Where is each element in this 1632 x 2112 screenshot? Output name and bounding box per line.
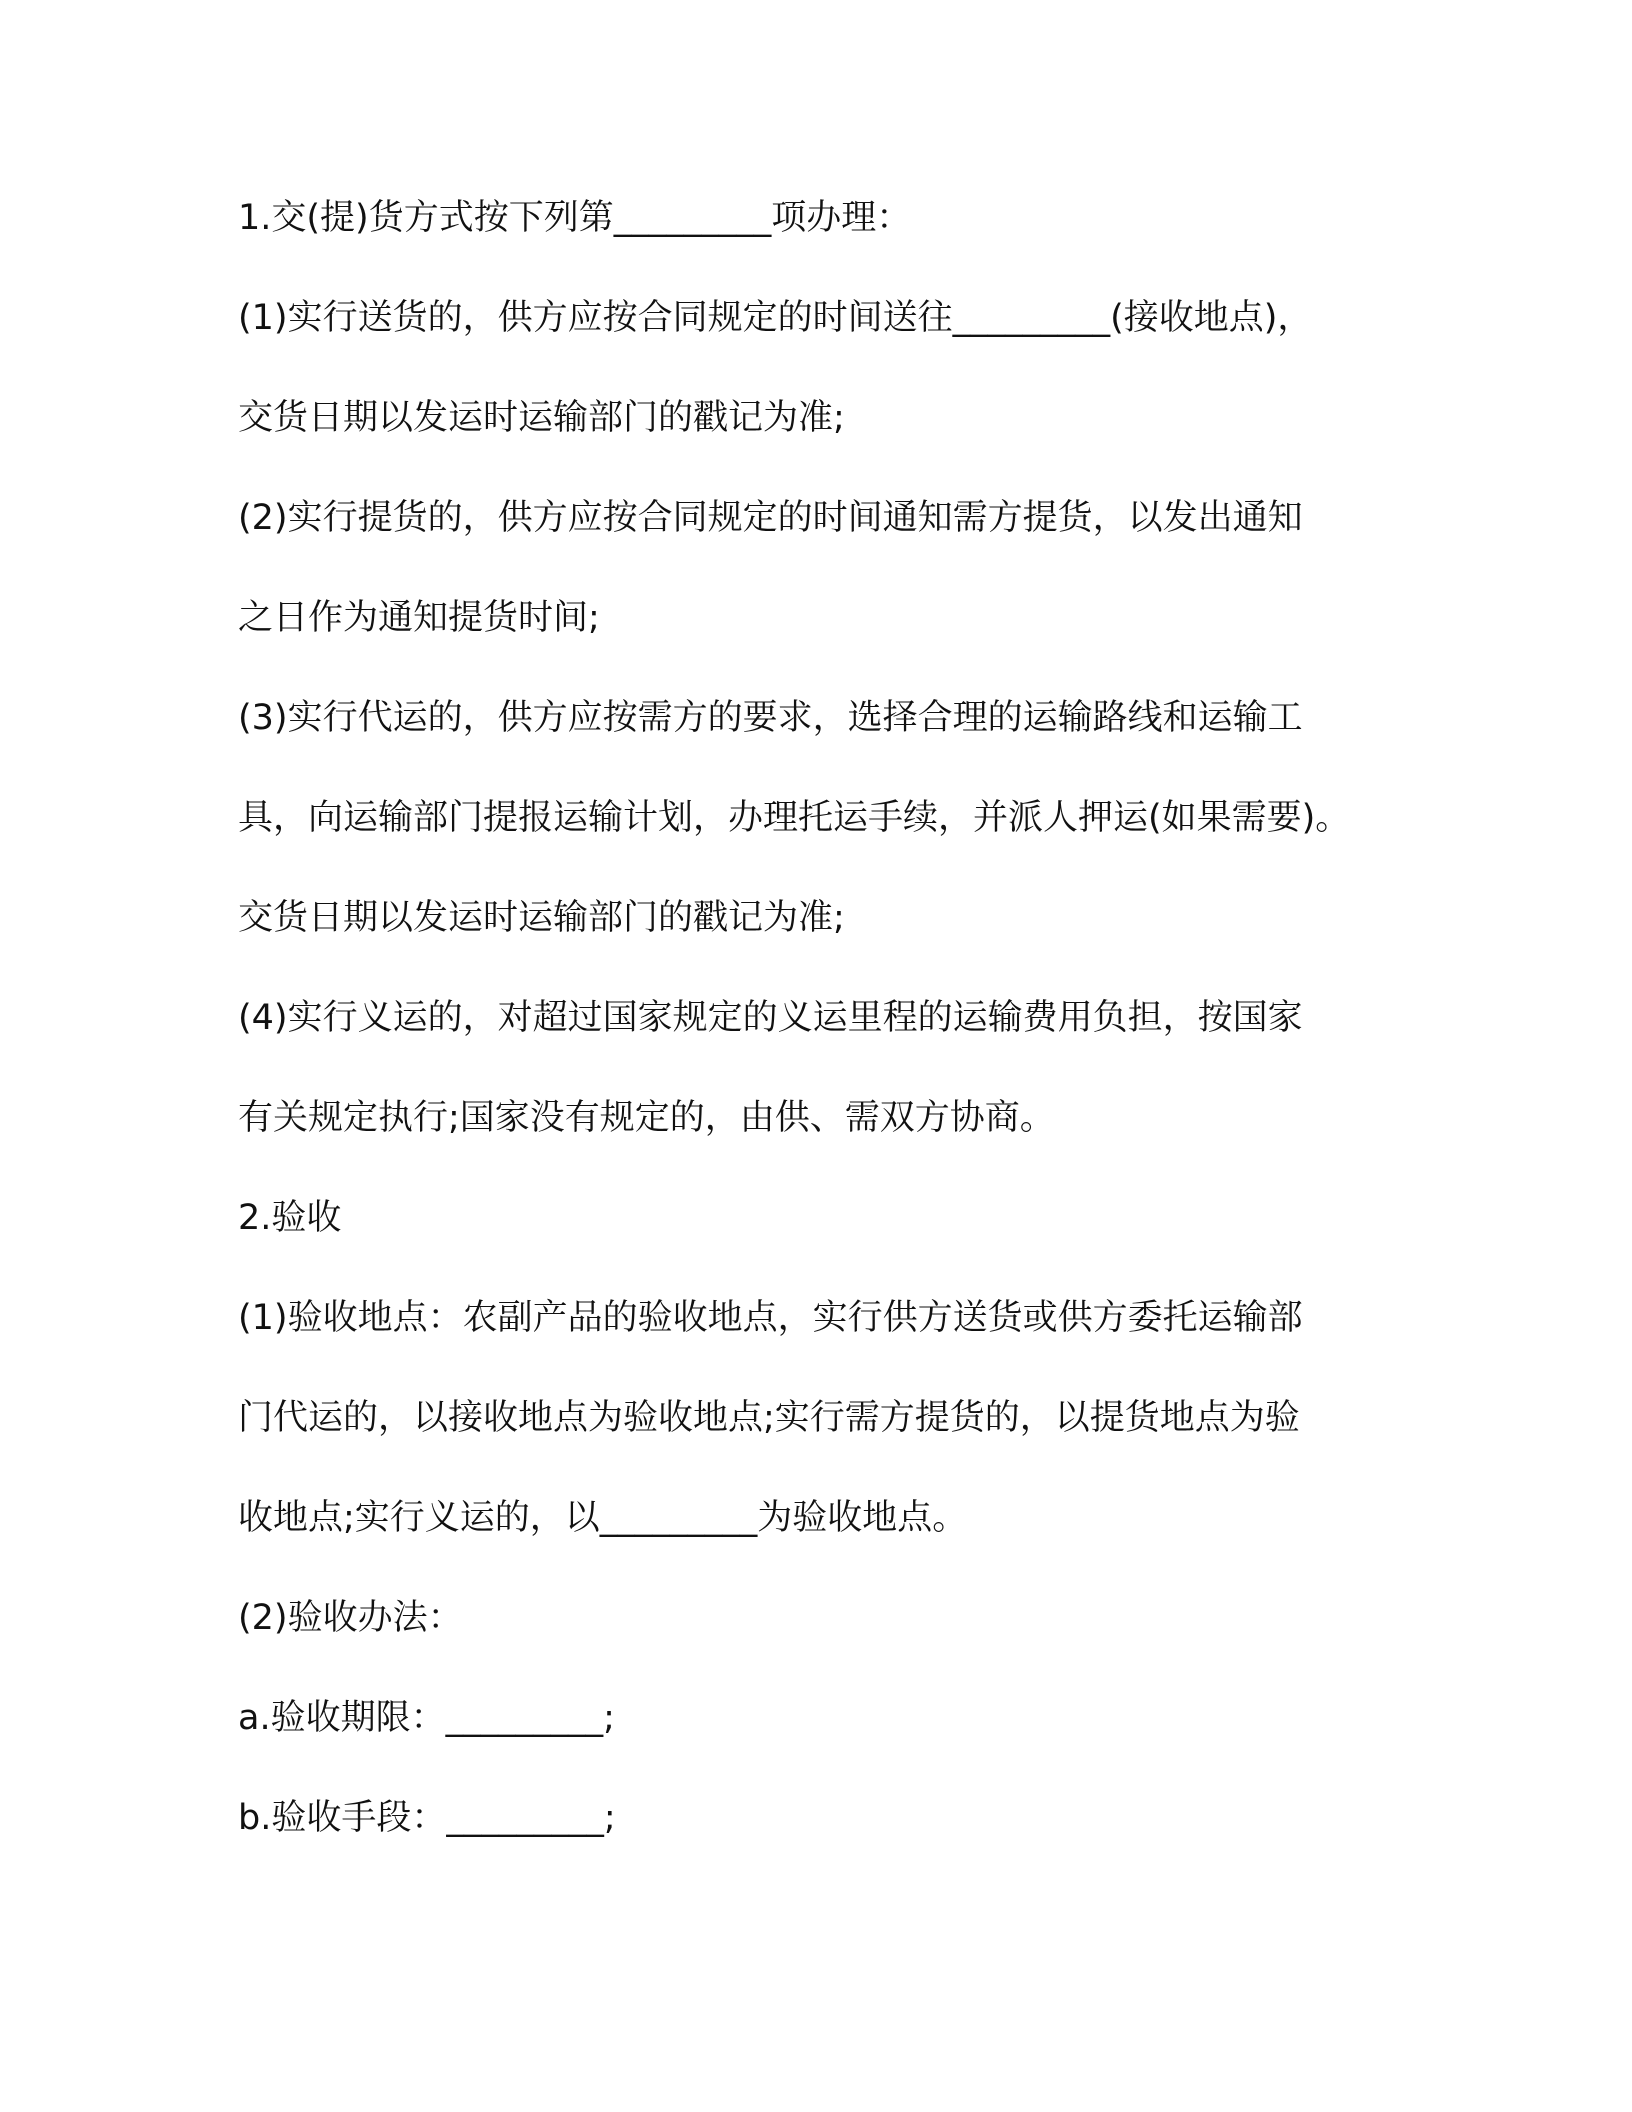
text-line-9: (4)实行义运的，对超过国家规定的义运里程的运输费用负担，按国家 — [238, 998, 1303, 1038]
text-line-2: (1)实行送货的，供方应按合同规定的时间送往_________(接收地点)， — [238, 298, 1313, 338]
text-line-14: 收地点;实行义运的，以_________为验收地点。 — [238, 1498, 968, 1538]
text-line-8: 交货日期以发运时运输部门的戳记为准; — [238, 898, 845, 938]
text-line-4: (2)实行提货的，供方应按合同规定的时间通知需方提货，以发出通知 — [238, 498, 1303, 538]
text-line-17: b.验收手段：_________; — [238, 1798, 616, 1838]
text-line-5: 之日作为通知提货时间; — [238, 598, 600, 638]
text-line-7: 具，向运输部门提报运输计划，办理托运手续，并派人押运(如果需要)。 — [238, 798, 1351, 838]
text-line-12: (1)验收地点：农副产品的验收地点，实行供方送货或供方委托运输部 — [238, 1298, 1303, 1338]
text-line-1: 1.交(提)货方式按下列第_________项办理： — [238, 198, 912, 238]
text-line-15: (2)验收办法： — [238, 1598, 463, 1638]
text-line-13: 门代运的，以接收地点为验收地点;实行需方提货的，以提货地点为验 — [238, 1398, 1300, 1438]
text-line-11: 2.验收 — [238, 1198, 342, 1238]
text-line-16: a.验收期限：_________; — [238, 1698, 615, 1738]
text-line-10: 有关规定执行;国家没有规定的，由供、需双方协商。 — [238, 1098, 1055, 1138]
text-line-6: (3)实行代运的，供方应按需方的要求，选择合理的运输路线和运输工 — [238, 698, 1303, 738]
text-line-3: 交货日期以发运时运输部门的戳记为准; — [238, 398, 845, 438]
